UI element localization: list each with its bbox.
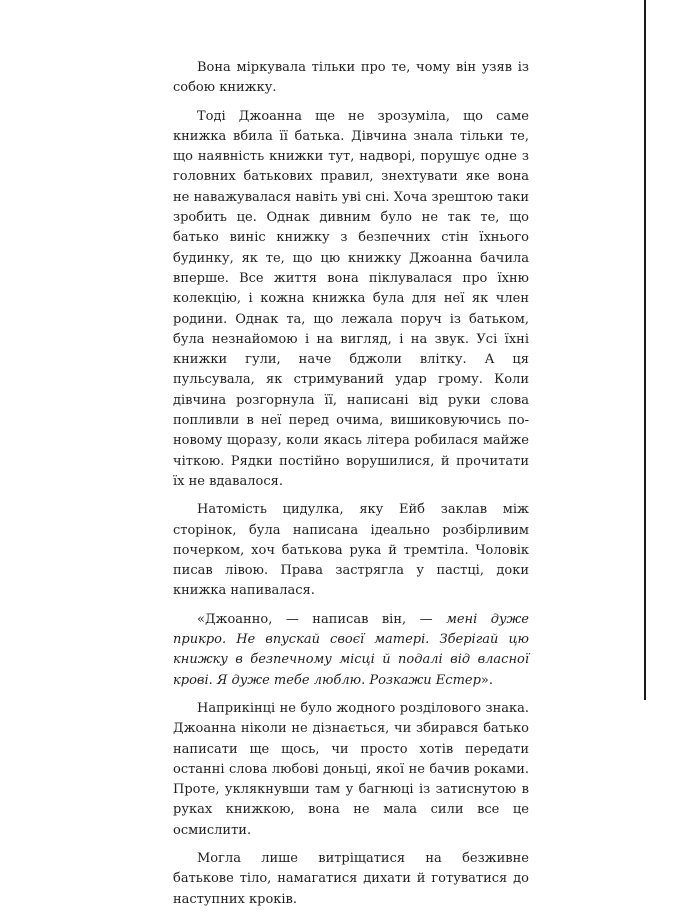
paragraph: Вона міркувала тільки про те, чому він узяв із собою книжку. [173, 60, 529, 96]
paragraph: Натомість цидулка, яку Ейб заклав між сторінок, була написана ідеально розбірливим почерком, хоч батькова рука й тремтіла. Чоловік писав лівою. Права застрягла у пастці, доки книжка напивалася. [173, 502, 529, 599]
page-edge-divider [644, 0, 646, 700]
letter-close: ». [480, 672, 494, 688]
letter-open: «Джоанно, — написав він, — [197, 611, 447, 627]
paragraph: Тоді Джоанна ще не зрозуміла, що саме книжка вбила її батька. Дівчина знала тільки те, що наявність книжки тут, надворі, порушує одне з головних батькових правил, знехтувати яке вона не наважувалася навіть уві сні. Хоча зрештою таки зробить це. Однак дивним було не так те, що батько виніс книжку з безпечних стін їхнього будинку, як те, що цю книжку Джоанна бачила вперше. Все життя вона піклувалася про їхню колекцію, і кожна книжка була для неї як член родини. Однак та, що лежала поруч із батьком, була незнайомою і на вигляд, і на звук. Усі їхні книжки гули, наче бджоли влітку. А ця пульсувала, як стримуваний удар грому. Коли дівчина розгорнула її, написані від руки слова попливли в неї перед очима, вишиковуючись по-новому щоразу, коли якась літера робилася майже чіткою. Рядки постійно ворушилися, й прочитати їх не вдавалося. [173, 108, 529, 489]
letter-quote [173, 610, 529, 691]
paragraph: Наприкінці не було жодного розділового знака. Джоанна ніколи не дізнається, чи збирався батько написати ще щось, чи просто хотів передати останні слова любові доньці, якої не бачив роками. Проте, уклякнувши там у багнюці із затиснутою в руках книжкою, вона не мала сили все це осмислити. [173, 700, 529, 838]
body-text [173, 58, 529, 918]
letter-body: мені дуже прикро. Не впускай своєї матері. Зберігай цю книжку в безпечному місці й подалі від власної крові. Я дуже тебе люблю. Розкажи Естер [173, 611, 529, 688]
paragraph: Могла лише витріщатися на безживне батькове тіло, намагатися дихати й готуватися до наступних кроків. [173, 850, 529, 907]
